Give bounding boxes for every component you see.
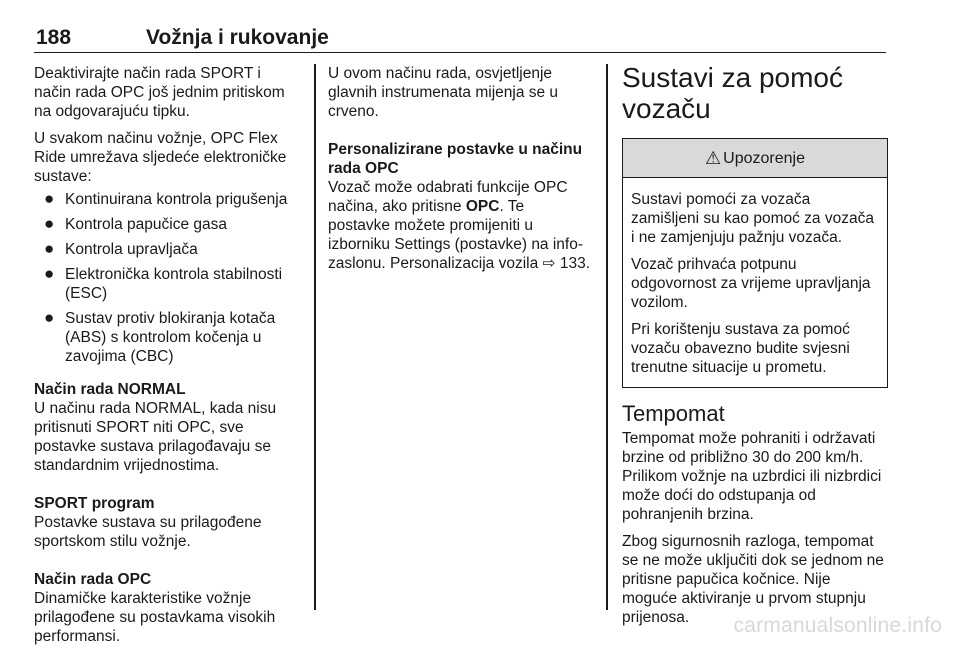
section-text: Dinamičke karakteristike vožnje prilagođene su postavkama visokih performansi. xyxy=(34,590,276,645)
paragraph: U ovom načinu rada, osvjetljenje glavnih instrumenata mijenja se u crveno. xyxy=(328,65,559,120)
list-item: ● Kontinuirana kontrola prigušenja xyxy=(44,189,288,208)
warning-text: Pri korištenju sustava za pomoć vozaču obavezno budite svjesni trenutne situacije u prometu. xyxy=(631,321,850,376)
bullet-icon: ● xyxy=(44,308,55,327)
list-item: ● Elektronička kontrola stabilnosti (ESC) xyxy=(44,264,283,302)
column-3 xyxy=(622,64,888,635)
warning-box xyxy=(622,138,888,388)
page-reference: 133. xyxy=(555,255,591,272)
paragraph: Deaktivirajte način rada SPORT i način rada OPC još jednim pritiskom na odgovarajuću tipku. xyxy=(34,65,285,120)
list-item: ● Sustav protiv blokiranja kotača (ABS) s kontrolom kočenja u zavojima (CBC) xyxy=(44,308,276,365)
page-reference-icon: ⇨ xyxy=(542,255,556,272)
bullet-icon: ● xyxy=(44,189,55,208)
opc-mode-section xyxy=(34,570,302,646)
warning-body xyxy=(623,178,887,387)
page-header xyxy=(34,22,886,53)
warning-header xyxy=(623,139,887,178)
warning-text: Vozač prihvaća potpunu odgovornost za vrijeme upravljanja vozilom. xyxy=(631,256,871,311)
column-divider-2 xyxy=(606,64,608,610)
bullet-icon: ● xyxy=(44,239,55,258)
section-heading: SPORT program xyxy=(34,495,155,512)
section-title: Sustavi za pomoć vozaču xyxy=(622,62,843,124)
page-number: 188 xyxy=(36,26,72,49)
section-text: Postavke sustava su prilagođene sportskom stilu vožnje. xyxy=(34,514,262,550)
tempomat-heading: Tempomat xyxy=(622,401,725,426)
list-item: ● Kontrola upravljača xyxy=(44,239,198,258)
opc-bold-term: OPC xyxy=(465,198,500,215)
paragraph: Tempomat može pohraniti i održavati brzine od približno 30 do 200 km/h. Prilikom vožnje na uzbrdici ili nizbrdici može doći do odstupanja od pohranjenih brzina. xyxy=(622,430,882,523)
section-text: U načinu rada NORMAL, kada nisu pritisnuti SPORT niti OPC, sve postavke sustava prilagođavaju se standardnim vrijednostima. xyxy=(34,400,277,474)
bullet-icon: ● xyxy=(44,264,55,283)
warning-icon: ⚠ xyxy=(705,147,722,168)
paragraph: Zbog sigurnosnih razloga, tempomat se ne može uključiti dok se jednom ne pritisne papučica kočnice. Nije moguće aktiviranje u prvom stupnju prijenosa. xyxy=(622,533,884,626)
normal-mode-section xyxy=(34,380,302,475)
list-item: ● Kontrola papučice gasa xyxy=(44,214,228,233)
bullet-icon: ● xyxy=(44,214,55,233)
sport-mode-section xyxy=(34,494,302,551)
column-2 xyxy=(328,64,590,281)
section-heading: Način rada OPC xyxy=(34,571,152,588)
warning-label: Upozorenje xyxy=(723,149,805,167)
section-heading: Način rada NORMAL xyxy=(34,381,186,398)
paragraph: U svakom načinu vožnje, OPC Flex Ride umrežava sljedeće elektroničke sustave: xyxy=(34,130,287,185)
column-divider-1 xyxy=(314,64,316,610)
column-1 xyxy=(34,64,302,654)
section-heading: Personalizirane postavke u načinu rada OPC xyxy=(328,141,583,177)
warning-text: Sustavi pomoći za vozača zamišljeni su kao pomoć za vozača i ne zamjenjuju pažnju vozača. xyxy=(631,191,874,246)
chapter-title: Vožnja i rukovanje xyxy=(146,26,329,49)
watermark: carmanualsonline.info xyxy=(733,614,942,637)
personalization-section: Personalizirane postavke u načinu rada OPC Vozač može odabrati funkcije OPC načina, ako pritisne OPC. Te postavke možete promijeniti u izborniku Settings (postavke) na info-zaslonu. Personalizacija vozila ⇨ 133. xyxy=(328,141,591,272)
systems-list xyxy=(34,190,302,366)
